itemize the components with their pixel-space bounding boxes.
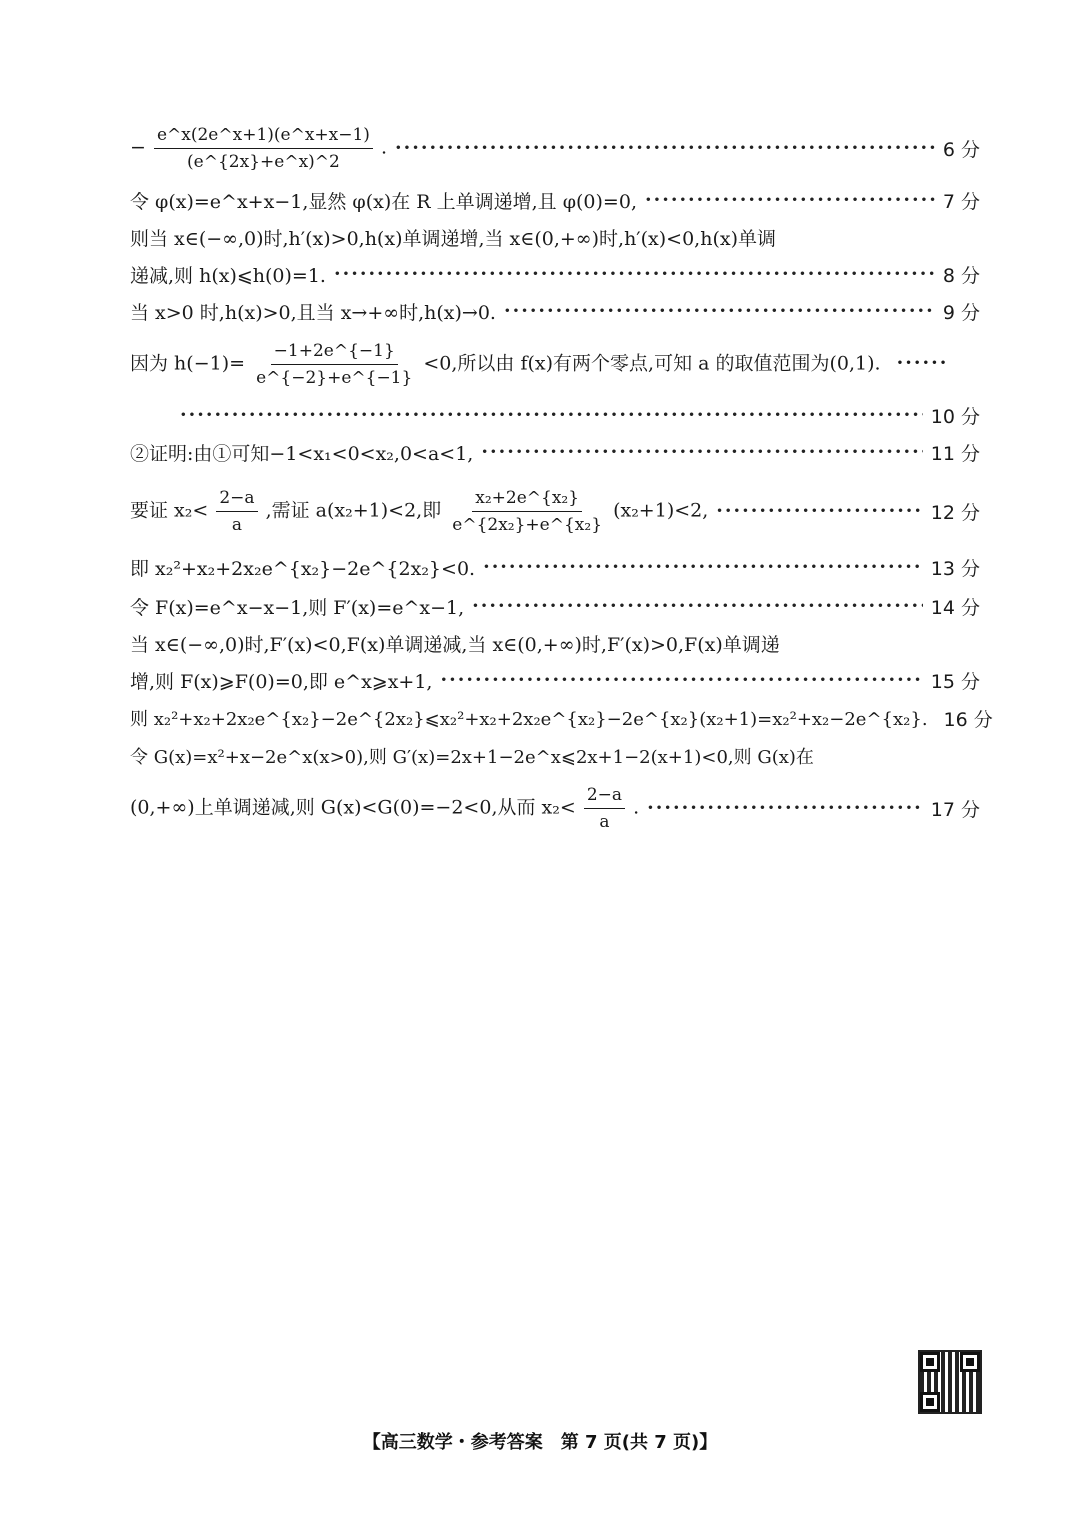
- fraction-denominator: a: [599, 811, 610, 832]
- line-11: [130, 437, 980, 467]
- line-17: [130, 780, 980, 836]
- line-7: [130, 185, 980, 215]
- line-14: [130, 591, 980, 621]
- score-label: 11 分: [930, 442, 980, 465]
- score-label: 14 分: [930, 596, 980, 619]
- period: .: [633, 796, 640, 818]
- fraction-numerator: e^x(2e^x+1)(e^x+x−1): [154, 124, 373, 149]
- trailing-dots: ······: [896, 352, 949, 374]
- leader-dots: [483, 556, 923, 578]
- line-text-pre: (0,+∞)上单调递减,则 G(x)<G(0)=−2<0,从而 x₂<: [130, 796, 576, 818]
- line-13: [130, 552, 980, 582]
- line-continued: [130, 628, 980, 658]
- score-label: 13 分: [930, 557, 980, 580]
- qr-code-icon: [918, 1350, 982, 1414]
- minus-sign: −: [130, 136, 146, 158]
- score-label: 6 分: [942, 138, 980, 161]
- line-text: 递减,则 h(x)⩽h(0)=1.: [130, 264, 326, 287]
- line-text-post: <0,所以由 f(x)有两个零点,可知 a 的取值范围为(0,1).: [423, 352, 881, 374]
- line-text: 则当 x∈(−∞,0)时,h′(x)>0,h(x)单调递增,当 x∈(0,+∞)时,h′(x)<0,h(x)单调: [130, 227, 776, 250]
- line-6: [130, 120, 980, 176]
- period: .: [381, 136, 388, 158]
- page-footer: 【高三数学・参考答案 第 7 页(共 7 页)】: [362, 1432, 718, 1453]
- line-text: 即 x₂²+x₂+2x₂e^{x₂}−2e^{2x₂}<0.: [130, 557, 476, 580]
- line-text: 令 F(x)=e^x−x−1,则 F′(x)=e^x−1,: [130, 596, 465, 619]
- fraction: [154, 124, 373, 173]
- fraction-denominator: (e^{2x}+e^x)^2: [187, 151, 340, 172]
- line-10a: [130, 336, 980, 392]
- line-16: [130, 703, 993, 733]
- leader-dots: [440, 669, 922, 691]
- qr-finder-pattern: [920, 1352, 940, 1372]
- score-label: 9 分: [942, 301, 980, 324]
- leader-dots: [504, 300, 935, 322]
- fraction-numerator: 2−a: [216, 487, 257, 512]
- leader-dots: [395, 137, 935, 159]
- line-text-pre: 因为 h(−1)=: [130, 352, 246, 374]
- leader-dots: [647, 797, 923, 819]
- fraction-denominator: e^{−2}+e^{−1}: [256, 367, 413, 388]
- fraction: [253, 340, 415, 389]
- leader-dots: [472, 595, 923, 617]
- score-label: 10 分: [930, 405, 980, 428]
- line-text: 增,则 F(x)⩾F(0)=0,即 e^x⩾x+1,: [130, 670, 433, 693]
- fraction-denominator: e^{2x₂}+e^{x₂}: [452, 514, 603, 535]
- line-text: 当 x>0 时,h(x)>0,且当 x→+∞时,h(x)→0.: [130, 301, 496, 324]
- line-12: [130, 482, 980, 540]
- leader-dots: [180, 404, 923, 426]
- line-text: 则 x₂²+x₂+2x₂e^{x₂}−2e^{2x₂}⩽x₂²+x₂+2x₂e^{x₂}−2e^{x₂}(x₂+1)=x₂²+x₂−2e^{x₂}.: [130, 709, 928, 730]
- fraction: [584, 784, 625, 833]
- line-text: ②证明:由①可知−1<x₁<0<x₂,0<a<1,: [130, 442, 474, 465]
- score-label: 15 分: [930, 670, 980, 693]
- line-text-mid: ,需证 a(x₂+1)<2,即: [265, 499, 442, 521]
- line-8: [130, 259, 980, 289]
- qr-finder-pattern: [920, 1392, 940, 1412]
- line-continued: [130, 222, 980, 252]
- score-label: 16 分: [943, 708, 993, 731]
- score-label: 8 分: [942, 264, 980, 287]
- line-text: 当 x∈(−∞,0)时,F′(x)<0,F(x)单调递减,当 x∈(0,+∞)时,F′(x)>0,F(x)单调递: [130, 633, 780, 656]
- leader-dots: [645, 189, 935, 211]
- line-text: 令 G(x)=x²+x−2e^x(x>0),则 G′(x)=2x+1−2e^x⩽2x+1−2(x+1)<0,则 G(x)在: [130, 747, 814, 768]
- fraction-numerator: −1+2e^{−1}: [271, 340, 398, 365]
- line-text-post: (x₂+1)<2,: [613, 499, 709, 521]
- fraction: [449, 487, 605, 536]
- qr-finder-pattern: [960, 1352, 980, 1372]
- fraction-numerator: x₂+2e^{x₂}: [472, 487, 582, 512]
- fraction: [216, 487, 257, 536]
- fraction-denominator: a: [231, 514, 243, 535]
- line-10b: [180, 400, 980, 430]
- line-text-pre: 要证 x₂<: [130, 499, 209, 521]
- score-label: 12 分: [930, 501, 980, 524]
- line-text: 令 φ(x)=e^x+x−1,显然 φ(x)在 R 上单调递增,且 φ(0)=0,: [130, 190, 637, 213]
- score-label: 17 分: [930, 798, 980, 821]
- leader-dots: [481, 441, 922, 463]
- fraction-numerator: 2−a: [584, 784, 625, 809]
- score-label: 7 分: [942, 190, 980, 213]
- line-9: [130, 296, 980, 326]
- line-15: [130, 665, 980, 695]
- line-continued: [130, 741, 980, 771]
- leader-dots: [716, 500, 923, 522]
- leader-dots: [334, 263, 935, 285]
